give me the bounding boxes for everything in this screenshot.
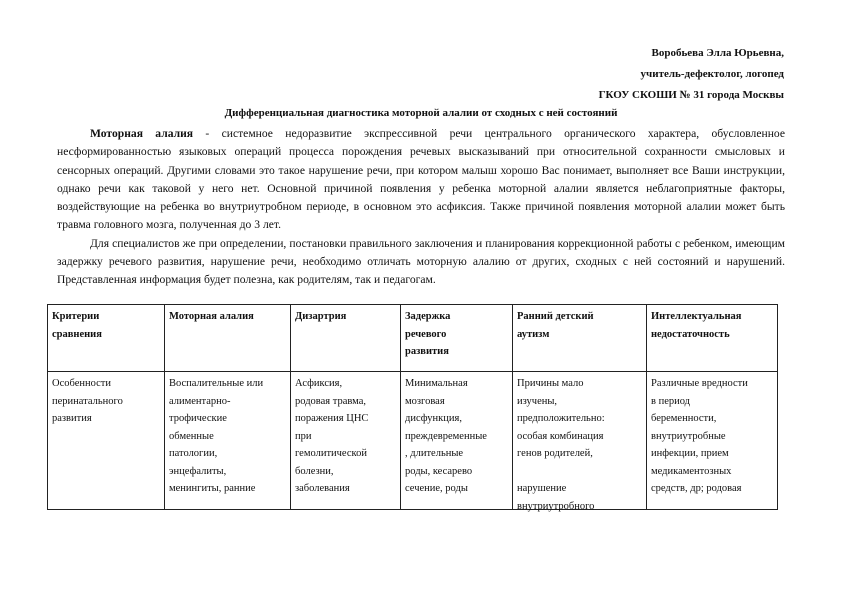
- author-position: учитель-дефектолог, логопед: [640, 68, 784, 80]
- author-block: [484, 43, 784, 106]
- header-criteria: Критерии сравнения: [48, 305, 165, 372]
- term-motor-alalia: Моторная алалия: [90, 127, 194, 140]
- header-autism: Ранний детский аутизм: [513, 305, 647, 372]
- document-body: [57, 125, 785, 290]
- author-school: ГКОУ СКОШИ № 31 города Москвы: [598, 89, 784, 101]
- cell-motor-alalia: Воспалительные или алиментарно- трофические обменные патологии, энцефалиты, менингиты, ранние: [165, 372, 291, 510]
- author-name: Воробьева Элла Юрьевна,: [651, 47, 784, 59]
- cell-speech-delay: Минимальная мозговая дисфункция, преждевременные , длительные роды, кесарево сечение, роды: [401, 372, 513, 510]
- cell-autism: Причины мало изучены, предположительно: особая комбинация генов родителей, нарушение внутриутробного: [513, 372, 647, 510]
- header-intellectual: Интеллектуальная недостаточность: [647, 305, 778, 372]
- header-speech-delay: Задержка речевого развития: [401, 305, 513, 372]
- paragraph-purpose: Для специалистов же при определении, постановки правильного заключения и планирования коррекционной работы с ребенком, имеющим задержку речевого развития, нарушение речи, необходимо отличать моторную алалию от других, сходных с ней состояний и нарушений. Представленная информация будет полезна, как родителям, так и педагогам.: [57, 236, 785, 287]
- table-header-row: [48, 305, 778, 372]
- document-title: Дифференциальная диагностика моторной алалии от сходных с ней состояний: [224, 107, 618, 119]
- cell-criteria: Особенности перинатального развития: [48, 372, 165, 510]
- table-row: [48, 372, 778, 510]
- definition-text: - системное недоразвитие экспрессивной речи центрального органического характера, обусловленное несформированностью языковых операций процесса порождения речевых высказываний при относительной сохранности смысловых и сенсорных операций. Другими словами это такое нарушение речи, при котором малыш хорошо Вас понимает, выполняет все Ваши инструкции, однако речи как таковой у него нет. Основной причиной появления у ребенка моторной алалии является неблагоприятные факторы, воздействующие на ребенка во внутриутробном периоде, в основном это асфиксия. Также причиной появления моторной алалии может быть травма головного мозга, полученная до 3 лет.: [57, 127, 785, 232]
- cell-intellectual: Различные вредности в период беременности, внутриутробные инфекции, прием медикаментозных средств, др; родовая: [647, 372, 778, 510]
- header-motor-alalia: Моторная алалия: [165, 305, 291, 372]
- cell-dysarthria: Асфиксия, родовая травма, поражения ЦНС при гемолитической болезни, заболевания: [291, 372, 401, 510]
- paragraph-definition: [57, 125, 785, 235]
- header-dysarthria: Дизартрия: [291, 305, 401, 372]
- comparison-table: [47, 304, 778, 510]
